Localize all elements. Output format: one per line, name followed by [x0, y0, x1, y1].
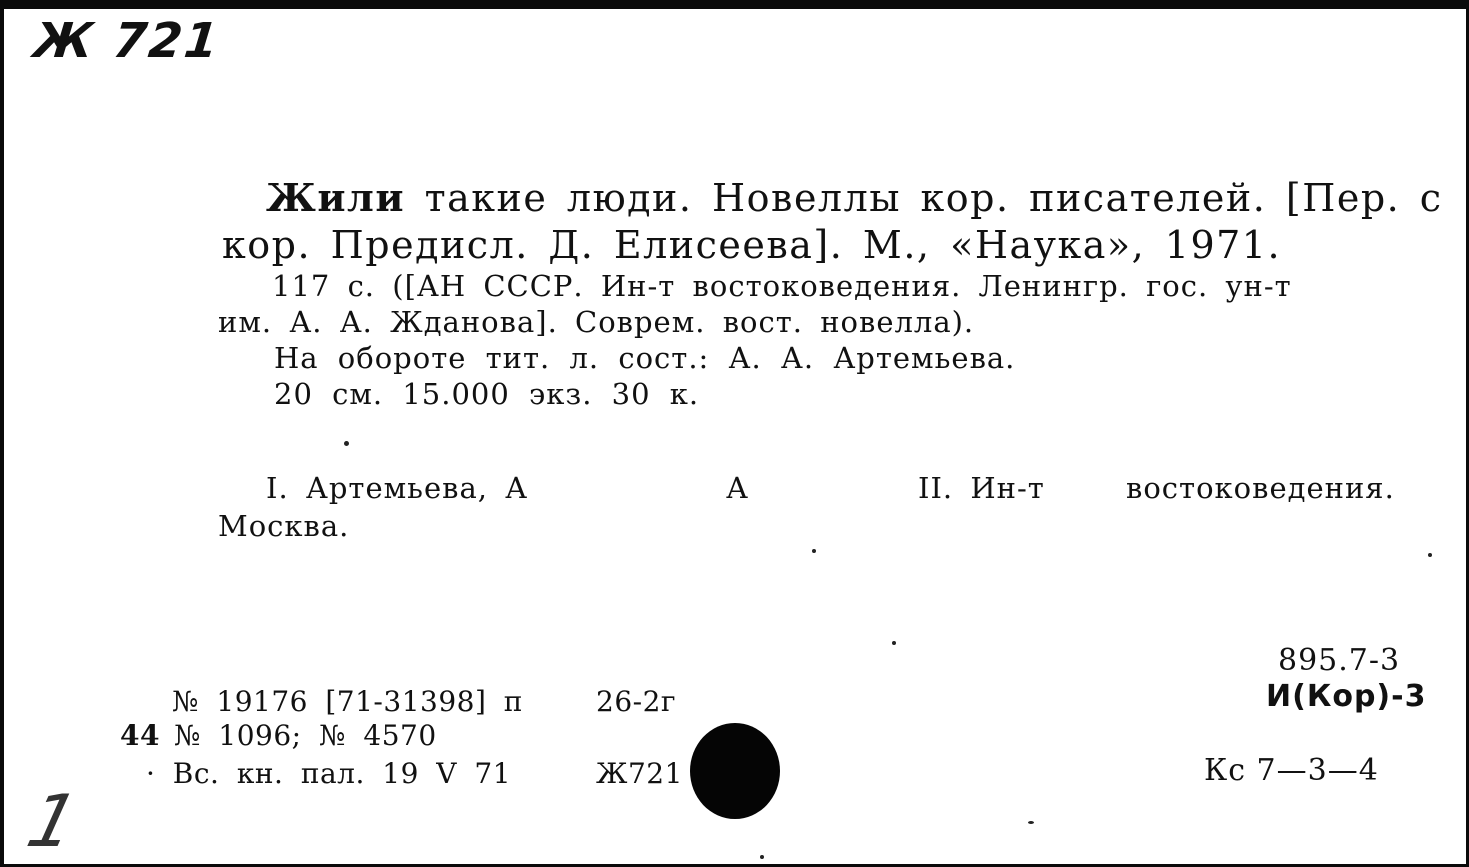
tracing-line-2: Москва.	[218, 509, 350, 543]
footer-order-code: 26-2г	[596, 685, 677, 718]
ink-speck	[812, 549, 816, 553]
punch-hole	[690, 723, 780, 819]
classification-ks: Кс 7—3—4	[1204, 753, 1379, 788]
note-line-2: 20 см. 15.000 экз. 30 к.	[274, 377, 700, 411]
ink-speck	[892, 641, 896, 645]
tracing-2-name: востоковедения.	[1126, 471, 1395, 505]
ink-speck	[760, 855, 764, 859]
description-line-2: им. А. А. Жданова]. Соврем. вост. новелла).	[218, 305, 975, 339]
ink-speck	[1028, 821, 1034, 824]
tracing-2-label: II. Ин-т	[918, 471, 1045, 505]
footer-card-code: Ж721	[596, 757, 683, 790]
title-line-2: кор. Предисл. Д. Елисеева]. М., «Наука», 1971.	[222, 223, 1282, 267]
handwritten-call-number: Ж 721	[31, 13, 223, 69]
footer-registration-number: № 19176 [71-31398] п	[172, 685, 523, 718]
tracing-1-name: I. Артемьева, А	[266, 471, 529, 505]
footer-chamber-date: · Вс. кн. пал. 19 V 71	[146, 757, 512, 790]
description-line-1: 117 с. ([АН СССР. Ин-т востоковедения. Ленингр. гос. ун-т	[272, 269, 1292, 303]
ink-speck	[344, 441, 349, 446]
classification-subject: И(Кор)-3	[1266, 679, 1427, 714]
title-line-1	[266, 175, 1443, 220]
handwritten-corner-mark: 1	[19, 779, 87, 863]
ink-speck	[1428, 553, 1432, 557]
tracing-1-initial: А	[726, 471, 749, 505]
note-line-1: На обороте тит. л. сост.: А. А. Артемьева.	[274, 341, 1016, 375]
classification-number: 895.7-3	[1278, 643, 1401, 678]
title-line-1-rest: такие люди. Новеллы кор. писателей. [Пер. с	[405, 176, 1443, 220]
footer-prefix-number: 44	[120, 719, 160, 752]
footer-numbers: № 1096; № 4570	[174, 719, 437, 752]
title-first-word: Жили	[266, 175, 406, 220]
